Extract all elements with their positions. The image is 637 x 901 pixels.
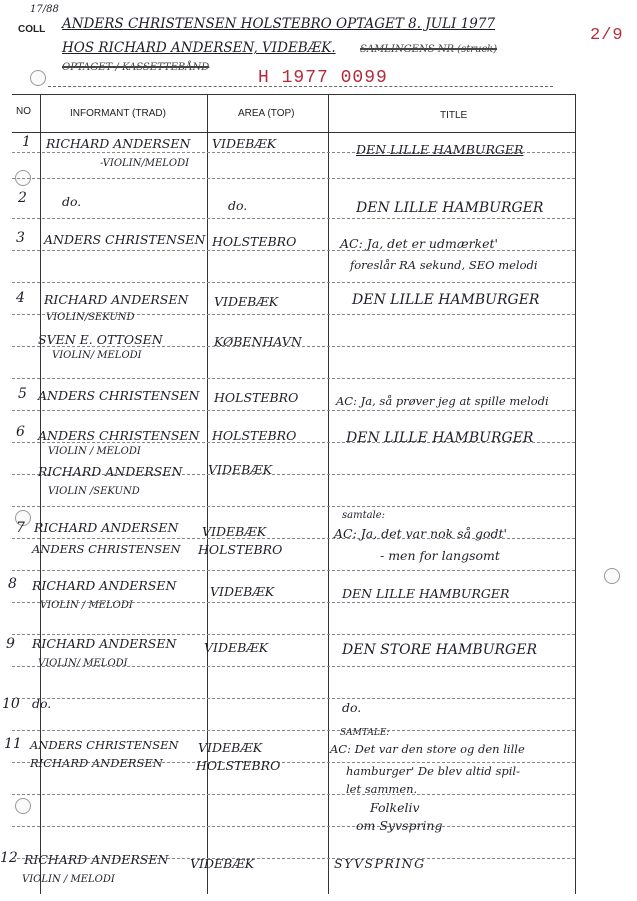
row-area: VIDEBÆK [198, 740, 263, 755]
row-title: DEN LILLE HAMBURGER [352, 292, 540, 308]
row-informant: ANDERS CHRISTENSEN [38, 388, 200, 403]
row-informant: VIOLIN / MELODI [22, 874, 115, 885]
row-area: HOLSTEBRO [212, 234, 297, 249]
row-area: VIDEBÆK [204, 640, 269, 655]
row-area: VIDEBÆK [202, 524, 267, 539]
row-no: 9 [6, 636, 15, 652]
row-no: 1 [22, 134, 31, 150]
row-area: VIDEBÆK [214, 294, 279, 309]
row-line [12, 634, 575, 635]
col-divider-area [328, 94, 329, 894]
table-top-border [12, 94, 575, 95]
row-informant: RICHARD ANDERSEN [34, 520, 179, 535]
row-informant: VIOLIN /SEKUND [48, 486, 140, 497]
row-title: Folkeliv [370, 800, 420, 815]
row-no: 7 [16, 520, 25, 536]
row-title: DEN LILLE HAMBURGER [356, 142, 524, 157]
row-line [12, 570, 575, 571]
row-title: foreslår RA sekund, SEO melodi [350, 258, 538, 272]
archive-number: H 1977 0099 [258, 68, 388, 88]
row-informant: do. [32, 696, 52, 711]
row-area: HOLSTEBRO [212, 428, 297, 443]
row-informant: do. [62, 194, 82, 209]
row-title: DEN LILLE HAMBURGER [346, 430, 534, 446]
row-informant: ANDERS CHRISTENSEN [32, 542, 181, 556]
punch-hole [30, 70, 46, 86]
col-divider-right [575, 94, 576, 894]
row-line [12, 410, 575, 411]
row-informant: RICHARD ANDERSEN [30, 756, 163, 770]
row-title: SAMTALE: [340, 728, 390, 738]
header-separator [48, 86, 553, 87]
row-title: om Syvspring [356, 818, 443, 833]
row-title: AC: Ja, det var nok så godt' [334, 526, 507, 541]
row-line [12, 178, 575, 179]
punch-hole [604, 568, 620, 584]
row-line [12, 378, 575, 379]
table-header-border [12, 132, 575, 133]
row-title: do. [342, 700, 362, 715]
row-area: VIDEBÆK [212, 136, 277, 151]
row-title: DEN STORE HAMBURGER [342, 642, 537, 658]
row-informant: ANDERS CHRISTENSEN [44, 232, 206, 247]
row-area: do. [228, 198, 248, 213]
row-title: hamburger' De blev altid spil- [346, 764, 520, 778]
row-informant: RICHARD ANDERSEN [46, 136, 191, 151]
row-line [12, 698, 575, 699]
row-no: 3 [16, 230, 25, 246]
row-title: AC: Det var den store og den lille [330, 742, 525, 756]
row-informant: ANDERS CHRISTENSEN [30, 738, 179, 752]
col-divider-informant [207, 94, 208, 894]
row-informant: VIOLIN/ MELODI [38, 658, 128, 669]
row-informant: RICHARD ANDERSEN [32, 578, 177, 593]
col-header-area: AREA (TOP) [238, 108, 295, 119]
row-line [12, 794, 575, 795]
col-header-title: TITLE [440, 110, 468, 121]
row-informant: VIOLIN / MELODI [48, 446, 141, 457]
row-area: HOLSTEBRO [214, 390, 299, 405]
row-no: 8 [8, 576, 17, 592]
row-informant: RICHARD ANDERSEN [32, 636, 177, 651]
row-title: DEN LILLE HAMBURGER [342, 586, 510, 601]
row-area: VIDEBÆK [208, 462, 273, 477]
row-line [12, 826, 575, 827]
doc-number: 17/88 [30, 4, 59, 15]
header-line-1: ANDERS CHRISTENSEN HOLSTEBRO OPTAGET 8. JULI 1977 [62, 16, 496, 32]
row-no: 6 [16, 424, 25, 440]
row-no: 11 [4, 736, 22, 752]
row-informant: VIOLIN/SEKUND [46, 312, 135, 323]
row-line [12, 506, 575, 507]
row-informant: -VIOLIN/MELODI [100, 158, 190, 169]
row-informant: RICHARD ANDERSEN [38, 464, 183, 479]
row-title: SYVSPRING [334, 856, 426, 871]
row-title: - men for langsomt [380, 548, 500, 563]
row-informant: VIOLIN / MELODI [40, 600, 133, 611]
row-title: AC: Ja, så prøver jeg at spille melodi [336, 394, 549, 408]
row-area: HOLSTEBRO [196, 758, 281, 773]
row-informant: VIOLIN/ MELODI [52, 350, 142, 361]
page-mark: 2/9 [590, 26, 624, 45]
row-informant: RICHARD ANDERSEN [24, 852, 169, 867]
row-informant: SVEN E. OTTOSEN [38, 332, 163, 347]
row-title: let sammen. [346, 782, 418, 796]
header-line-2: HOS RICHARD ANDERSEN, VIDEBÆK. [62, 40, 336, 56]
row-title: DEN LILLE HAMBURGER [356, 200, 544, 216]
coll-label: COLL [18, 24, 46, 35]
row-area: KØBENHAVN [214, 334, 302, 349]
row-title: AC: Ja, det er udmærket' [340, 236, 498, 251]
col-header-no: NO [16, 106, 31, 117]
row-no: 2 [18, 190, 27, 206]
row-area: HOLSTEBRO [198, 542, 283, 557]
row-title: samtale: [342, 510, 386, 521]
row-line [12, 218, 575, 219]
row-informant: RICHARD ANDERSEN [44, 292, 189, 307]
row-line [12, 730, 575, 731]
header-line-2-struck: SAMLINGENS NR (struck) [360, 44, 498, 55]
header-line-3-struck: OPTAGET / KASSETTEBÅND [62, 62, 210, 73]
punch-hole [15, 798, 31, 814]
row-no: 4 [16, 290, 25, 306]
row-no: 5 [18, 386, 27, 402]
col-divider-no [40, 94, 41, 894]
col-header-informant: INFORMANT (TRAD) [70, 108, 166, 119]
row-no: 12 [0, 850, 18, 866]
row-area: VIDEBÆK [210, 584, 275, 599]
row-line [12, 282, 575, 283]
row-area: VIDEBÆK [190, 856, 255, 871]
row-informant: ANDERS CHRISTENSEN [38, 428, 200, 443]
row-no: 10 [2, 696, 20, 712]
